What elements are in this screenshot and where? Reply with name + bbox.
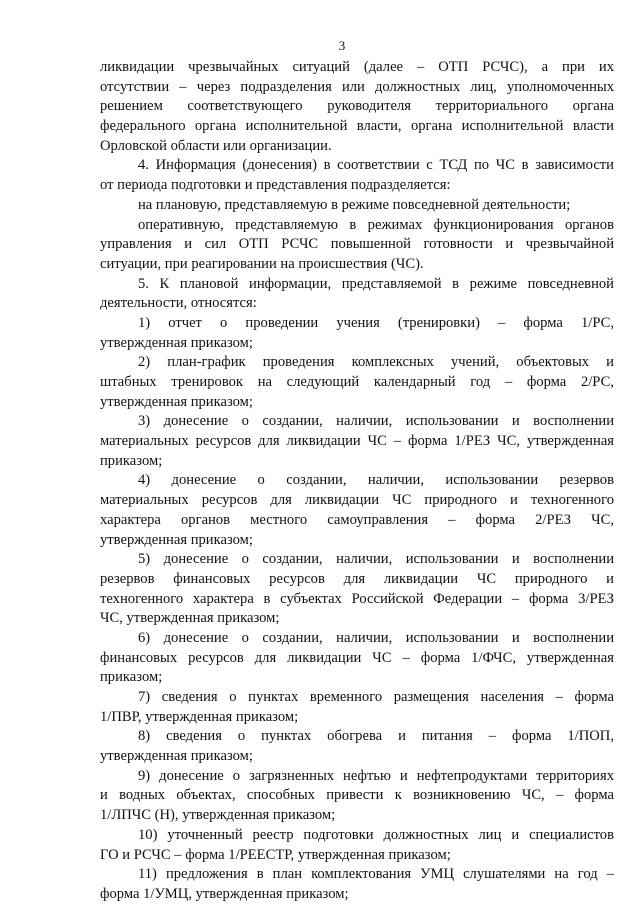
text-line: 9) донесение о загрязненных нефтью и нефтепродуктами территориях xyxy=(138,767,614,784)
text-line: ГО и РСЧС – форма 1/РЕЕСТР, утвержденная приказом; xyxy=(100,846,451,863)
text-line: ситуации, при реагировании на происшествия (ЧС). xyxy=(100,255,424,272)
text-line: форма 1/УМЦ, утвержденная приказом; xyxy=(100,885,349,902)
text-line: резервов финансовых ресурсов для ликвидации ЧС природного и xyxy=(100,570,614,587)
text-line: материальных ресурсов для ликвидации ЧС природного и техногенного xyxy=(100,492,614,509)
text-line: техногенного характера в субъектах Российской Федерации – форма 3/РЕЗ xyxy=(100,590,614,607)
text-line: управления и сил ОТП РСЧС повышенной готовности и чрезвычайной xyxy=(100,236,614,253)
text-line: 7) сведения о пунктах временного размещения населения – форма xyxy=(138,689,614,705)
text-line: ликвидации чрезвычайных ситуаций (далее – ОТП РСЧС), а при их xyxy=(100,59,614,75)
text-line: на плановую, представляемую в режиме повседневной деятельности; xyxy=(138,196,571,213)
text-line: материальных ресурсов для ликвидации ЧС – форма 1/РЕЗ ЧС, утвержденная xyxy=(100,433,614,450)
text-line: 6) донесение о создании, наличии, использовании и восполнении xyxy=(138,629,614,646)
text-line: 5. К плановой информации, представляемой в режиме повседневной xyxy=(138,275,614,292)
text-line: приказом; xyxy=(100,452,163,469)
text-line: 8) сведения о пунктах обогрева и питания – форма 1/ПОП, xyxy=(138,728,614,745)
text-line: 5) донесение о создании, наличии, использовании и восполнении xyxy=(138,551,614,568)
text-line: 2) план-график проведения комплексных учений, объектовых и xyxy=(138,354,614,371)
text-line: характера органов местного самоуправления – форма 2/РЕЗ ЧС, xyxy=(100,511,614,528)
text-line: ЧС, утвержденная приказом; xyxy=(100,610,280,627)
text-line: 1/ПВР, утвержденная приказом; xyxy=(100,708,299,725)
text-line: Орловской области или организации. xyxy=(100,137,332,154)
text-line: от периода подготовки и представления подразделяется: xyxy=(100,177,451,194)
text-line: 11) предложения в план комплектования УМЦ слушателями на год – xyxy=(138,866,614,883)
text-line: утвержденная приказом; xyxy=(100,393,253,410)
text-line: 3) донесение о создании, наличии, использовании и восполнении xyxy=(138,413,614,430)
text-line: решением соответствующего руководителя территориального органа xyxy=(100,98,614,115)
text-line: приказом; xyxy=(100,669,163,686)
text-line: 1) отчет о проведении учения (тренировки) – форма 1/РС, xyxy=(138,314,614,331)
text-line: финансовых ресурсов для ликвидации ЧС – форма 1/ФЧС, утвержденная xyxy=(100,649,614,666)
text-line: штабных тренировок на следующий календарный год – форма 2/РС, xyxy=(100,374,614,390)
text-line: утвержденная приказом; xyxy=(100,531,253,548)
text-line: и водных объектах, способных привести к возникновению ЧС, – форма xyxy=(100,787,614,804)
text-line: 10) уточненный реестр подготовки должностных лиц и специалистов xyxy=(138,826,614,843)
text-line: федерального органа исполнительной власти, органа исполнительной власти xyxy=(100,118,614,135)
text-line: утвержденная приказом; xyxy=(100,748,253,765)
text-line: отсутствии – через подразделения или должностных лиц, уполномоченных xyxy=(100,78,614,95)
text-line: оперативную, представляемую в режимах функционирования органов xyxy=(138,216,614,233)
text-line: деятельности, относятся: xyxy=(100,295,257,312)
document-body xyxy=(100,58,614,905)
text-line: 1/ЛПЧС (Н), утвержденная приказом; xyxy=(100,807,336,824)
text-line: 4. Информация (донесения) в соответствии с ТСД по ЧС в зависимости xyxy=(138,157,614,174)
page-number: 3 xyxy=(338,38,346,53)
text-line: утвержденная приказом; xyxy=(100,334,253,351)
text-line: 4) донесение о создании, наличии, использовании резервов xyxy=(138,472,614,489)
